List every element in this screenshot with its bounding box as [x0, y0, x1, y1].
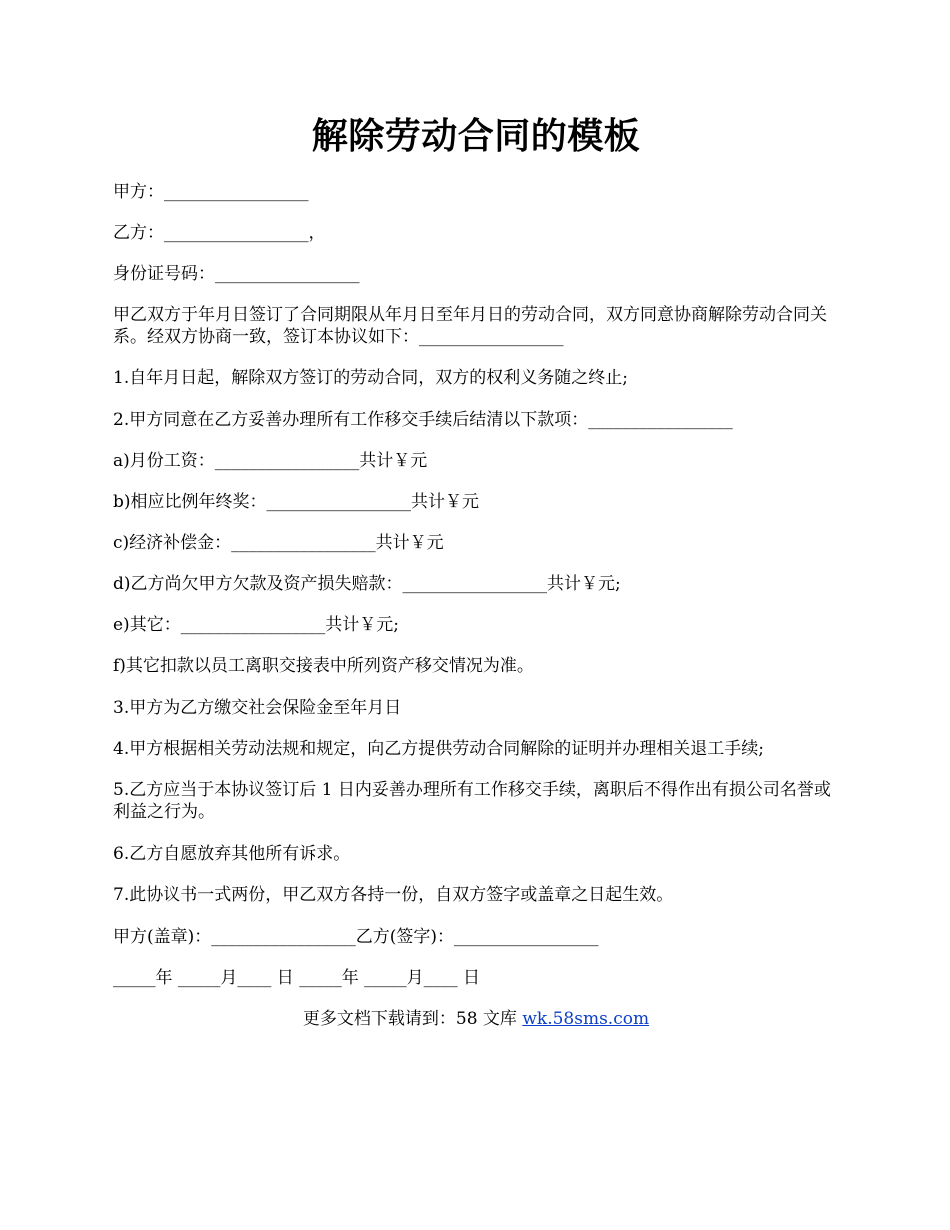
- party-a-line: 甲方：_________________: [113, 182, 309, 202]
- payment-item-d: d)乙方尚欠甲方欠款及资产损失赔款：_________________共计￥元;: [113, 574, 621, 594]
- clause-1: 1.自年月日起，解除双方签订的劳动合同，双方的权利义务随之终止;: [113, 368, 628, 388]
- payment-item-e: e)其它：_________________共计￥元;: [113, 615, 399, 635]
- payment-item-b: b)相应比例年终奖：_________________共计￥元: [113, 492, 480, 512]
- intro-paragraph: 甲乙双方于年月日签订了合同期限从年月日至年月日的劳动合同，双方同意协商解除劳动合同关系。经双方协商一致，签订本协议如下：_________________: [113, 305, 827, 347]
- payment-item-a: a)月份工资：_________________共计￥元: [113, 451, 428, 471]
- clause-6: 6.乙方自愿放弃其他所有诉求。: [113, 844, 351, 864]
- id-number-line: 身份证号码：_________________: [113, 264, 360, 284]
- footer: [113, 1008, 839, 1030]
- signature-line: 甲方(盖章)：_________________乙方(签字)：_________________: [113, 927, 599, 947]
- footer-link[interactable]: wk.58sms.com: [522, 1009, 650, 1029]
- clause-3: 3.甲方为乙方缴交社会保险金至年月日: [113, 698, 402, 718]
- clause-5: 5.乙方应当于本协议签订后 1 日内妥善办理所有工作移交手续，离职后不得作出有损公司名誉或利益之行为。: [113, 780, 831, 822]
- payment-item-f: f)其它扣款以员工离职交接表中所列资产移交情况为准。: [113, 656, 534, 676]
- clause-4: 4.甲方根据相关劳动法规和规定，向乙方提供劳动合同解除的证明并办理相关退工手续;: [113, 739, 764, 759]
- footer-text: 更多文档下载请到：58 文库: [302, 1009, 523, 1029]
- party-b-line: 乙方：_________________，: [113, 223, 326, 243]
- clause-7: 7.此协议书一式两份，甲乙双方各持一份，自双方签字或盖章之日起生效。: [113, 885, 674, 905]
- date-line: _____年 _____月____ 日 _____年 _____月____ 日: [113, 968, 481, 988]
- document-title: 解除劳动合同的模板: [311, 115, 641, 157]
- clause-2: 2.甲方同意在乙方妥善办理所有工作移交手续后结清以下款项：_________________: [113, 410, 733, 430]
- payment-item-c: c)经济补偿金：_________________共计￥元: [113, 533, 444, 553]
